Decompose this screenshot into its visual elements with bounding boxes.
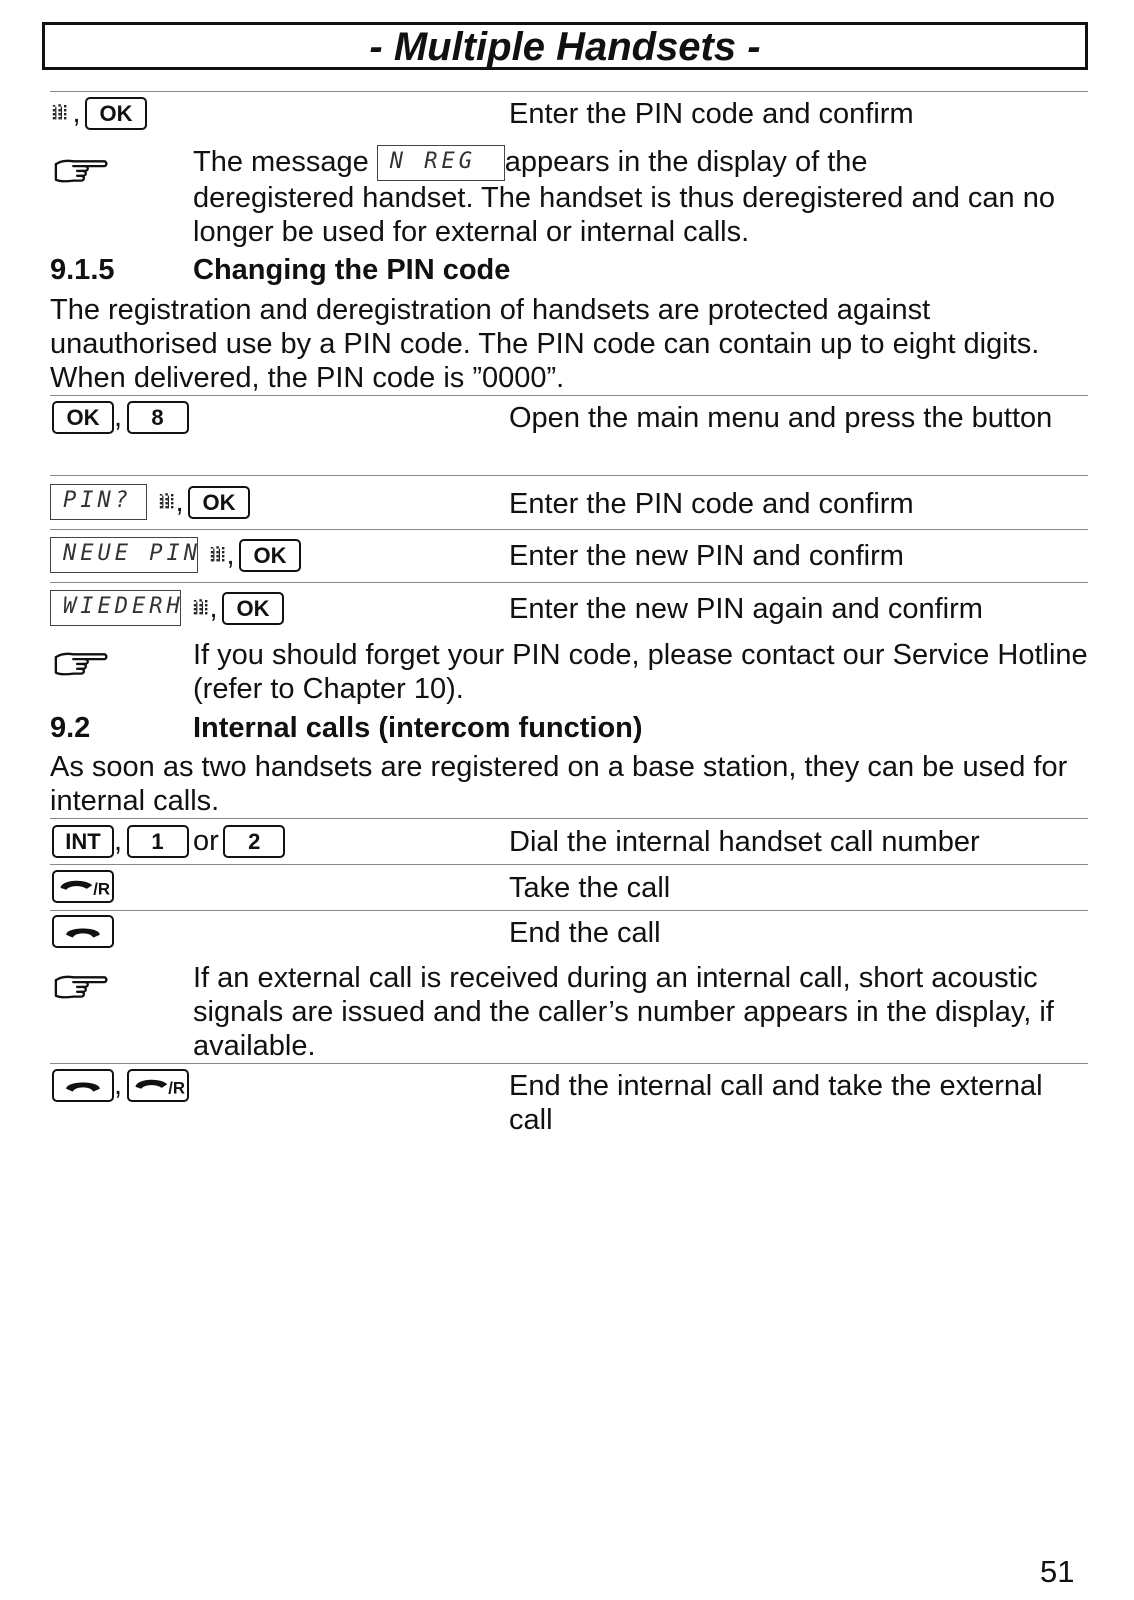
section-intro: As soon as two handsets are registered on a base station, they can be used for internal calls. [50, 751, 1068, 817]
section-number: 9.2 [50, 712, 91, 744]
digit-8-key: 8 [127, 401, 189, 434]
handset-end-icon [55, 918, 111, 946]
lcd-display: NEUE PIN [50, 537, 198, 573]
note-deregistered: The message N REG appears in the display of the deregistered handset. The handset is thus deregistered and can no longer be used for external or internal calls. [193, 146, 1055, 249]
note-forget-pin: If you should forget your PIN code, please contact our Service Hotline (refer to Chapter 10). [193, 639, 1088, 705]
handset-talk-icon [130, 1072, 186, 1100]
ok-key: OK [188, 486, 250, 519]
step-keys [52, 870, 114, 904]
note-external-call: If an external call is received during an internal call, short acoustic signals are issued and the caller’s number appears in the display, if available. [193, 962, 1054, 1062]
step-keys: WIEDERH , OK [50, 590, 284, 626]
divider [50, 1063, 1088, 1064]
ok-key: OK [222, 592, 284, 625]
pointing-hand-icon [52, 645, 110, 681]
keypad-icon [52, 101, 68, 125]
step-keys: , OK [52, 96, 147, 130]
divider [50, 582, 1088, 583]
talk-key [52, 870, 114, 903]
divider [50, 91, 1088, 92]
step-description: Enter the new PIN again and confirm [509, 593, 983, 625]
page-title-box [42, 22, 1088, 70]
talk-key [127, 1069, 189, 1102]
handset-end-icon [55, 1072, 111, 1100]
divider [50, 818, 1088, 819]
ok-key: OK [52, 401, 114, 434]
pointing-hand-icon [52, 152, 110, 188]
lcd-display: PIN? [50, 484, 147, 520]
step-keys: INT , 1 or 2 [52, 824, 285, 858]
divider [50, 864, 1088, 865]
divider [50, 395, 1088, 396]
step-description: Dial the internal handset call number [509, 826, 980, 858]
pointing-hand-icon [52, 968, 110, 1004]
keypad-icon [193, 596, 209, 620]
lcd-display: WIEDERH [50, 590, 181, 626]
section-intro: The registration and deregistration of handsets are protected against unauthorised use by a PIN code. The PIN code can contain up to eight digits. When delivered, the PIN code is ”0000”. [50, 294, 1040, 394]
step-keys [52, 915, 114, 949]
step-description: Enter the PIN code and confirm [509, 98, 914, 130]
step-description: End the call [509, 917, 661, 949]
ok-key: OK [239, 539, 301, 572]
page-number: 51 [1040, 1554, 1075, 1589]
page-title: - Multiple Handsets - [369, 25, 761, 69]
step-description: Enter the PIN code and confirm [509, 488, 914, 520]
step-keys: , [52, 1068, 189, 1102]
section-number: 9.1.5 [50, 254, 115, 286]
end-key [52, 1069, 114, 1102]
divider [50, 475, 1088, 476]
step-description: Enter the new PIN and confirm [509, 540, 904, 572]
end-key [52, 915, 114, 948]
lcd-display: N REG [377, 145, 505, 181]
step-keys: OK , 8 [52, 400, 189, 434]
ok-key: OK [85, 97, 147, 130]
int-key: INT [52, 825, 114, 858]
divider [50, 529, 1088, 530]
step-keys: NEUE PIN , OK [50, 537, 301, 573]
section-title: Changing the PIN code [193, 254, 511, 286]
handset-talk-icon [55, 873, 111, 901]
keypad-icon [159, 490, 175, 514]
section-title: Internal calls (intercom function) [193, 712, 643, 744]
divider [50, 910, 1088, 911]
step-description: End the internal call and take the external call [509, 1070, 1043, 1136]
keypad-icon [210, 543, 226, 567]
digit-1-key: 1 [127, 825, 189, 858]
step-description: Open the main menu and press the button [509, 402, 1053, 434]
digit-2-key: 2 [223, 825, 285, 858]
step-description: Take the call [509, 872, 671, 904]
step-keys: PIN? , OK [50, 484, 250, 520]
